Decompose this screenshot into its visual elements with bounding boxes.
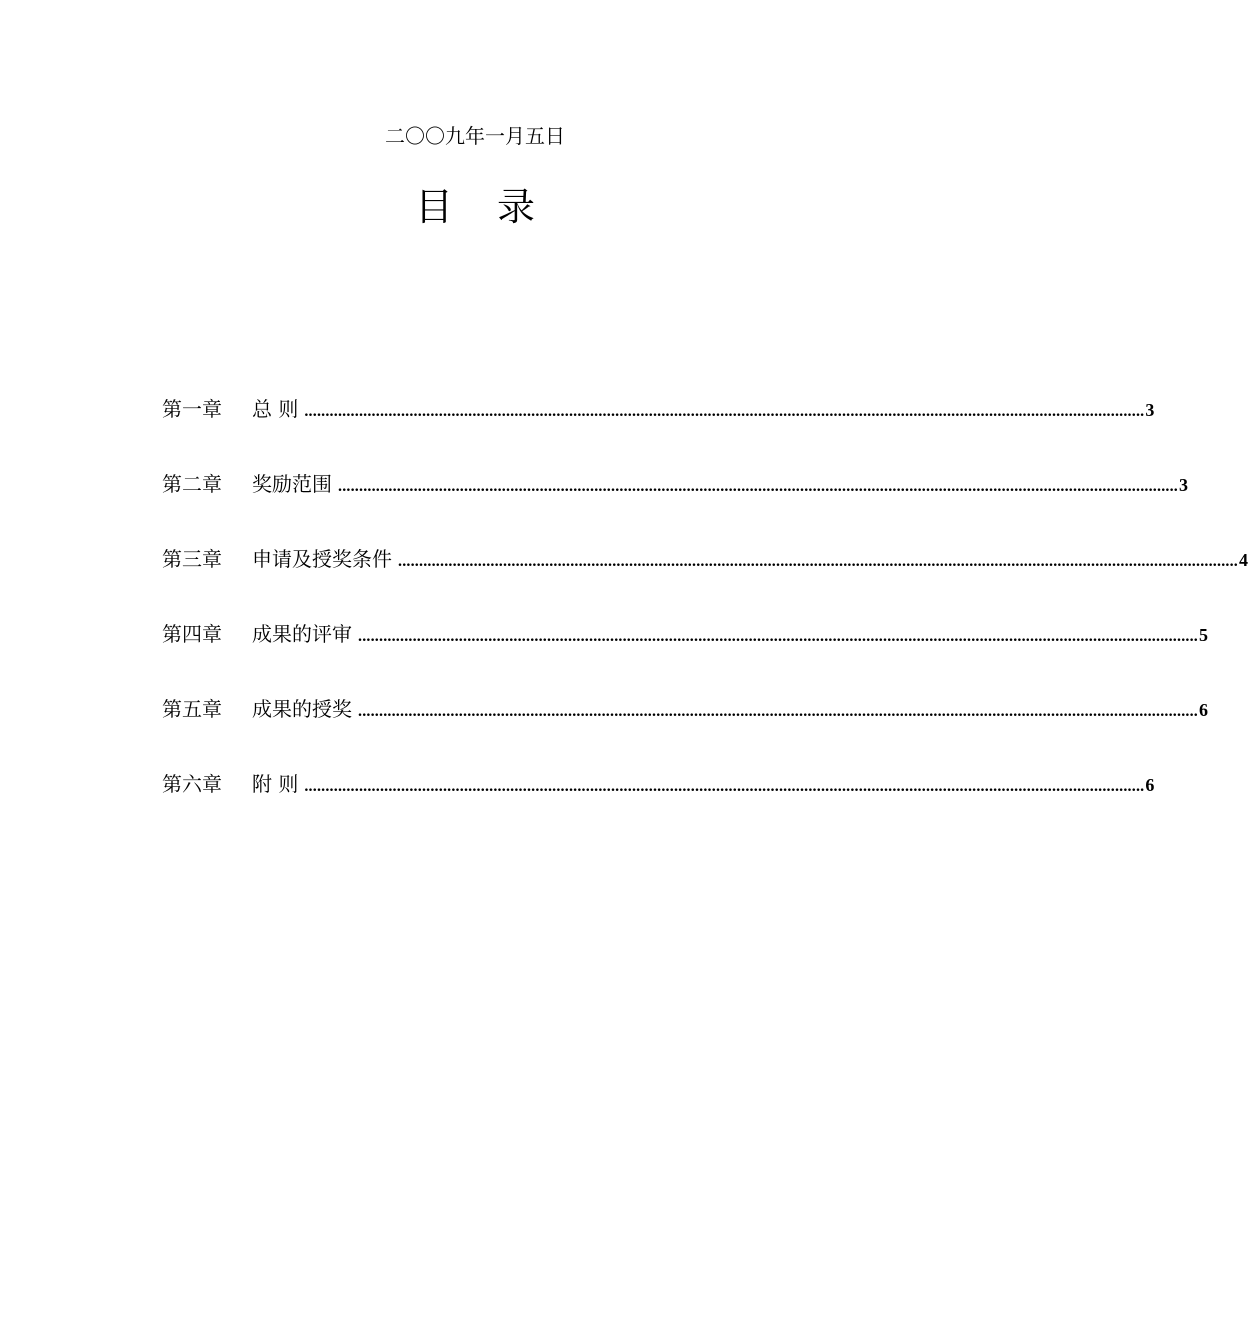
toc-heading (0, 180, 950, 234)
toc-dot-leader: ........................................................................................................................................................................................................ (398, 553, 1238, 570)
toc-page-number: 6 (1199, 700, 1208, 720)
toc-chapter-title: 附 则 (252, 772, 299, 796)
toc-chapter-number: 第六章 (162, 772, 222, 796)
toc-page-number: 3 (1179, 475, 1188, 495)
toc-dot-leader: ........................................................................................................................................................................................................ (304, 778, 1145, 795)
toc-entry[interactable] (162, 690, 1208, 765)
toc-dot-leader: ........................................................................................................................................................................................................ (338, 478, 1178, 495)
toc-dot-leader: ........................................................................................................................................................................................................ (358, 703, 1198, 720)
toc-heading-char: 目 (414, 185, 453, 229)
table-of-contents (162, 390, 1248, 840)
toc-page-number: 4 (1239, 550, 1248, 570)
toc-entry[interactable] (162, 390, 1155, 465)
toc-entry[interactable] (162, 540, 1248, 615)
toc-chapter-number: 第二章 (162, 472, 222, 496)
toc-chapter-title: 总 则 (252, 397, 299, 421)
toc-dot-leader: ........................................................................................................................................................................................................ (304, 403, 1145, 420)
toc-chapter-number: 第五章 (162, 697, 222, 721)
toc-chapter-number: 第三章 (162, 547, 222, 571)
toc-page-number: 6 (1145, 775, 1155, 795)
toc-heading-char: 录 (497, 185, 536, 229)
toc-chapter-title: 奖励范围 (252, 472, 332, 496)
toc-entry[interactable] (162, 615, 1208, 690)
toc-chapter-title: 成果的评审 (252, 622, 352, 646)
toc-chapter-number: 第四章 (162, 622, 222, 646)
toc-chapter-title: 成果的授奖 (252, 697, 352, 721)
toc-chapter-number: 第一章 (162, 397, 222, 421)
toc-entry[interactable] (162, 465, 1188, 540)
toc-page-number: 3 (1145, 400, 1155, 420)
toc-chapter-title: 申请及授奖条件 (252, 547, 392, 571)
toc-entry[interactable] (162, 765, 1155, 840)
toc-dot-leader: ........................................................................................................................................................................................................ (358, 628, 1198, 645)
document-date: 二〇〇九年一月五日 (385, 124, 565, 148)
toc-page-number: 5 (1199, 625, 1208, 645)
